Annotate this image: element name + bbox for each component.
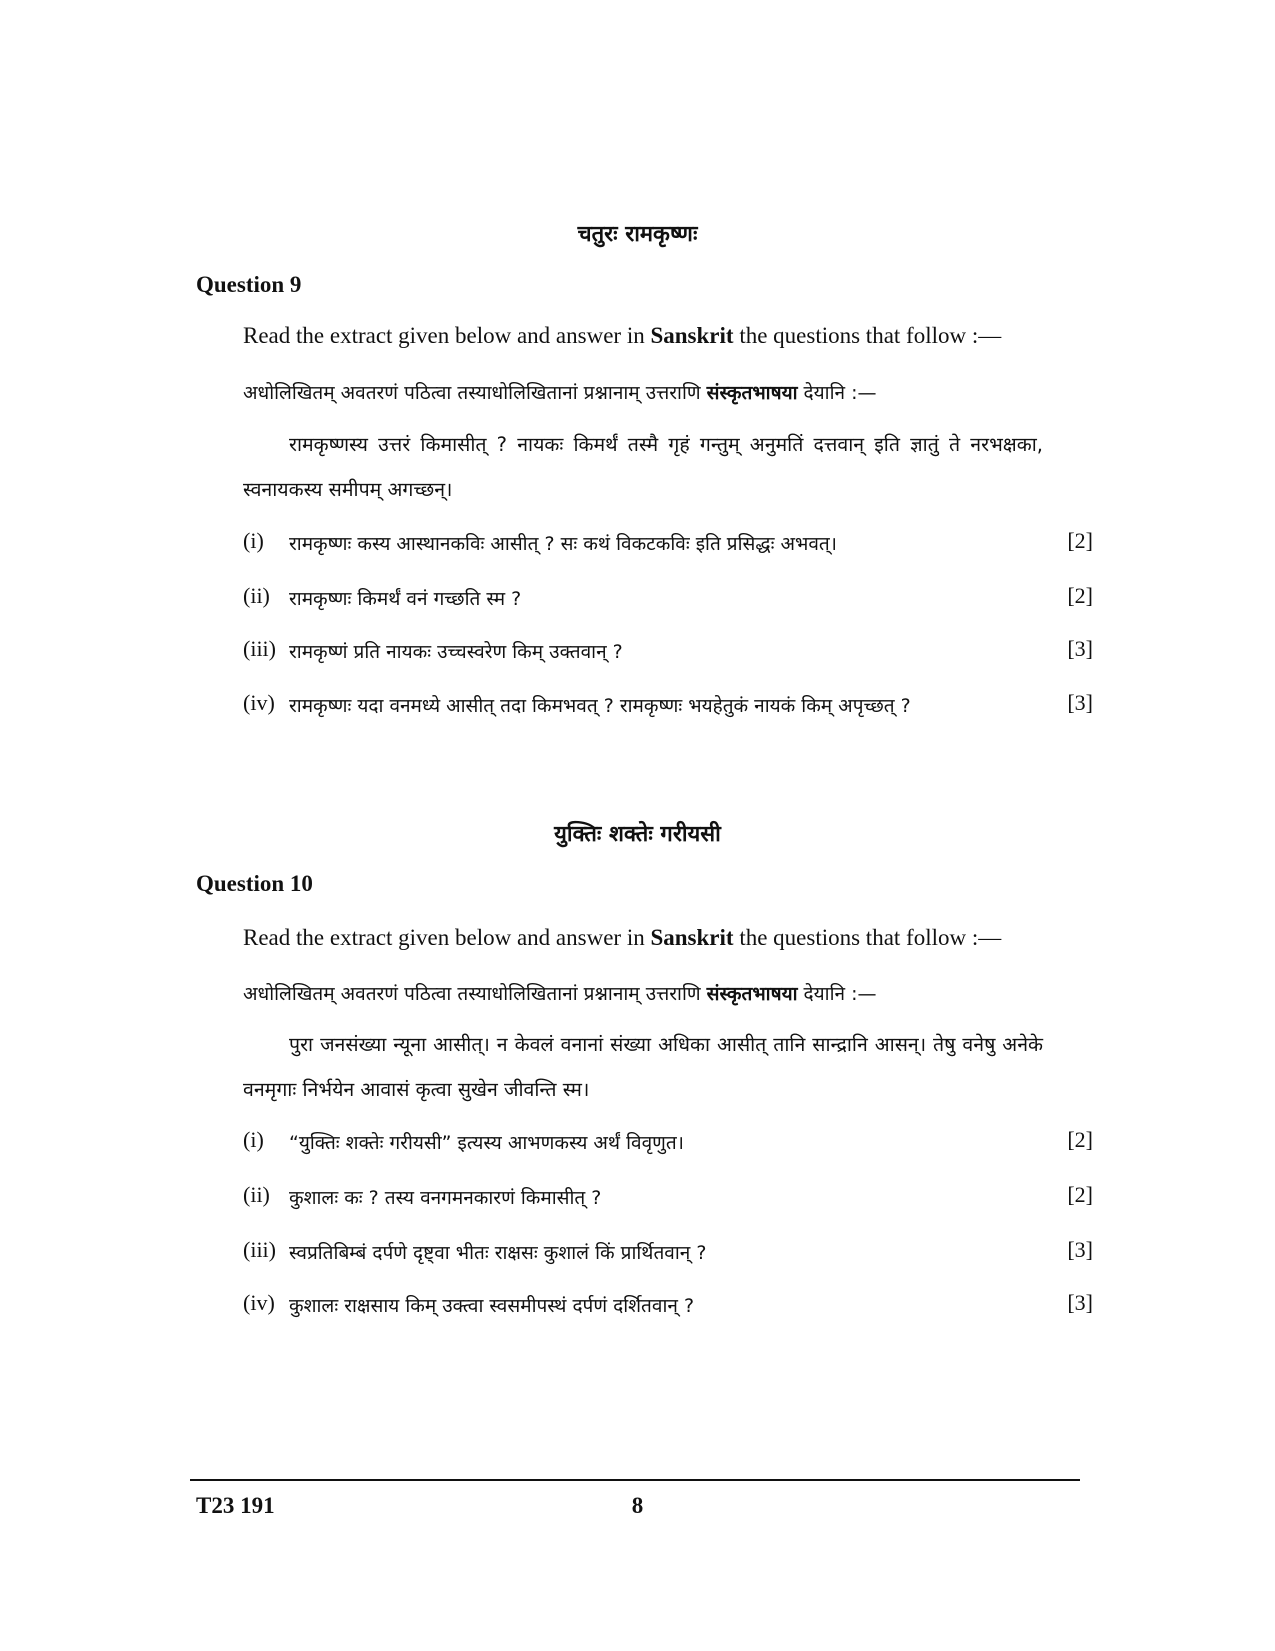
item-number: (iv) <box>243 1290 275 1315</box>
page-number: 8 <box>631 1493 644 1518</box>
item-text: रामकृष्णं प्रति नायकः उच्चस्वरेण किम् उक्तवान् ? <box>289 641 623 663</box>
item-marks: [3] <box>1067 1290 1093 1315</box>
instruction-text: देयानि :— <box>797 382 877 404</box>
item-marks: [2] <box>1067 1127 1093 1152</box>
question-item <box>243 1290 1093 1320</box>
question-item <box>243 583 1093 613</box>
instruction-english <box>243 925 1001 951</box>
instruction-text: the questions that follow :— <box>733 323 1002 348</box>
instruction-english <box>243 323 1001 349</box>
question-9-heading: Question 9 <box>196 272 302 297</box>
item-marks: [3] <box>1067 1237 1093 1262</box>
footer-divider <box>190 1479 1080 1481</box>
instruction-language-bold: संस्कृतभाषया <box>706 382 798 404</box>
instruction-text: अधोलिखितम् अवतरणं पठित्वा तस्याधोलिखितानां प्रश्नानाम् उत्तराणि <box>243 983 707 1005</box>
instruction-text: Read the extract given below and answer in <box>243 925 651 950</box>
item-number: (iv) <box>243 690 275 715</box>
question-item <box>243 1237 1093 1267</box>
instruction-text: the questions that follow :— <box>733 925 1002 950</box>
question-item <box>243 690 1093 720</box>
item-marks: [2] <box>1067 528 1093 553</box>
extract-passage: पुरा जनसंख्या न्यूना आसीत्। न केवलं वनानां संख्या अधिका आसीत् तानि सान्द्रानि आसन्। तेषु वनेषु अनेके वनमृगाः निर्भयेन आवासं कृत्वा सुखेन जीवन्ति स्म। <box>243 1033 1043 1101</box>
question-item <box>243 528 1093 558</box>
question-item <box>243 1182 1093 1212</box>
item-marks: [2] <box>1067 583 1093 608</box>
item-marks: [3] <box>1067 690 1093 715</box>
instruction-text: अधोलिखितम् अवतरणं पठित्वा तस्याधोलिखितानां प्रश्नानाम् उत्तराणि <box>243 382 707 404</box>
item-number: (iii) <box>243 1237 276 1262</box>
extract-passage: रामकृष्णस्य उत्तरं किमासीत् ? नायकः किमर्थं तस्मै गृहं गन्तुम् अनुमतिं दत्तवान् इति ज्ञातुं ते नरभक्षका, स्वनायकस्य समीपम् अगच्छन्। <box>243 433 1043 501</box>
paper-code: T23 191 <box>196 1493 275 1518</box>
item-number: (ii) <box>243 583 270 608</box>
item-marks: [2] <box>1067 1182 1093 1207</box>
item-text: स्वप्रतिबिम्बं दर्पणे दृष्ट्वा भीतः राक्षसः कुशालं किं प्रार्थितवान् ? <box>289 1242 707 1264</box>
item-number: (ii) <box>243 1182 270 1207</box>
item-number: (iii) <box>243 636 276 661</box>
instruction-text: Read the extract given below and answer in <box>243 323 651 348</box>
item-text: रामकृष्णः किमर्थं वनं गच्छति स्म ? <box>289 588 522 610</box>
section-title-chatura-ramakrishna: चतुरः रामकृष्णः <box>577 222 698 247</box>
instruction-language-bold: Sanskrit <box>650 925 734 950</box>
item-text: रामकृष्णः यदा वनमध्ये आसीत् तदा किमभवत् ? रामकृष्णः भयहेतुकं नायकं किम् अपृच्छत् ? <box>289 695 911 717</box>
item-text: कुशालः राक्षसाय किम् उक्त्वा स्वसमीपस्थं दर्पणं दर्शितवान् ? <box>289 1295 695 1317</box>
item-text: “युक्तिः शक्तेः गरीयसी” इत्यस्य आभणकस्य अर्थं विवृणुत। <box>289 1132 684 1154</box>
item-text: रामकृष्णः कस्य आस्थानकविः आसीत् ? सः कथं विकटकविः इति प्रसिद्धः अभवत्। <box>289 533 837 555</box>
item-number: (i) <box>243 528 264 553</box>
question-10-heading: Question 10 <box>196 871 313 896</box>
question-item <box>243 636 1093 666</box>
section-title-yukti-shakteh-gariyasi: युक्तिः शक्तेः गरीयसी <box>554 822 721 847</box>
instruction-text: देयानि :— <box>797 983 877 1005</box>
question-item <box>243 1127 1093 1157</box>
item-marks: [3] <box>1067 636 1093 661</box>
instruction-language-bold: संस्कृतभाषया <box>706 983 798 1005</box>
instruction-language-bold: Sanskrit <box>650 323 734 348</box>
item-text: कुशालः कः ? तस्य वनगमनकारणं किमासीत् ? <box>289 1187 602 1209</box>
instruction-sanskrit <box>243 980 877 1006</box>
instruction-sanskrit <box>243 379 877 405</box>
item-number: (i) <box>243 1127 264 1152</box>
